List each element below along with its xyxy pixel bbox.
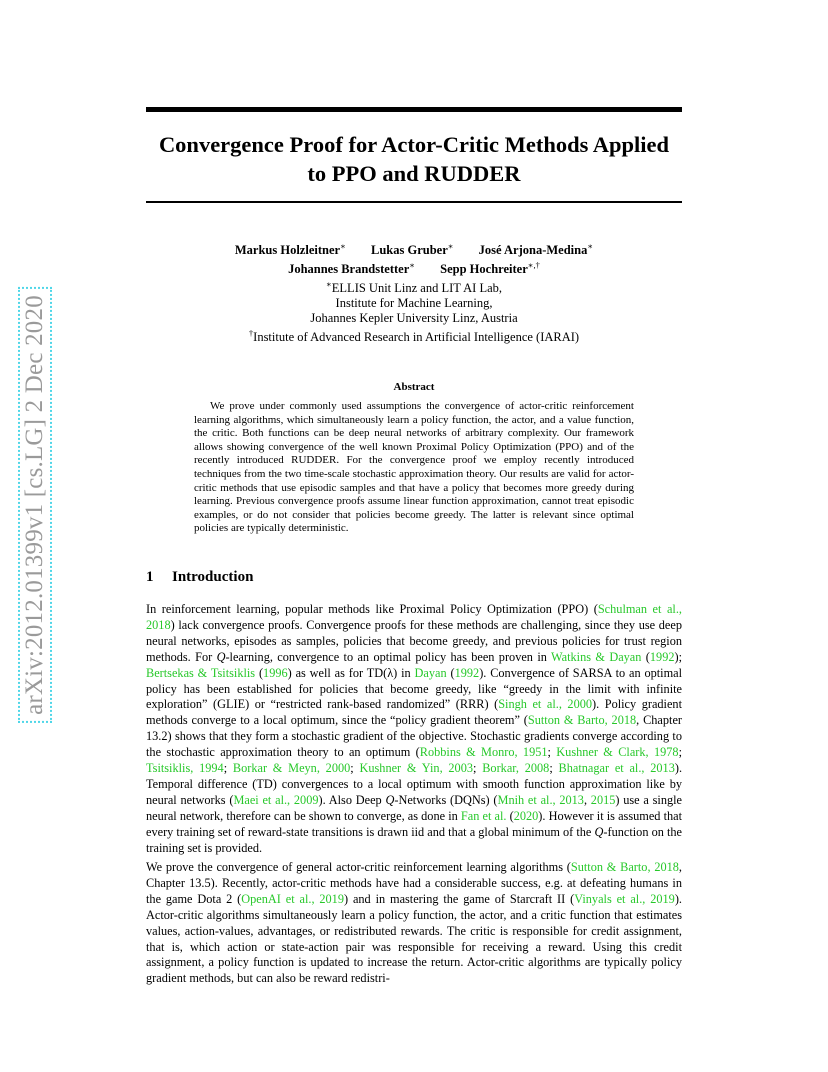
citation-link[interactable]: Sutton & Barto, 2018: [570, 860, 679, 874]
affiliation-mark: †: [248, 328, 254, 338]
author-name: Markus Holzleitner: [234, 243, 341, 257]
section-title: Introduction: [172, 569, 254, 585]
author-block: [146, 239, 682, 345]
citation-link[interactable]: Maei et al., 2009: [233, 792, 319, 807]
citation-link[interactable]: Sutton & Barto, 2018: [527, 713, 637, 728]
affiliation-line: ∗ELLIS Unit Linz and LIT AI Lab,: [326, 279, 502, 295]
citation-link[interactable]: 1992: [454, 665, 480, 680]
author-name: Sepp Hochreiter: [440, 262, 528, 276]
abstract-text: We prove under commonly used assumptions the convergence of actor-critic reinforcement learning algorithms, which simultaneously learn a policy function, the actor, and a value function, the critic. Both functions can be deep neural networks of arbitrary complexity. Our framework allows showing convergence of the well known Proximal Policy Optimization (PPO) and of the recently introduced RUDDER. For the convergence proof we employ recently introduced techniques from the two time-scale stochastic approximation theory. Our results are valid for actor-critic methods that use episodic samples and that have a policy that becomes more greedy during learning. Previous convergence proofs assume linear function approximation, cannot treat episodic examples, or do not consider that policies become greedy. The latter is relevant since optimal policies are typically deterministic.: [194, 400, 634, 535]
abstract-heading: Abstract: [393, 381, 435, 393]
author-mark: ∗: [340, 241, 346, 251]
affiliation-line: Johannes Kepler University Linz, Austria: [310, 311, 518, 325]
citation-link[interactable]: Borkar, 2008: [482, 761, 550, 776]
author-mark: ∗: [409, 260, 416, 270]
arxiv-identifier: arXiv:2012.01399v1 [cs.LG] 2 Dec 2020: [18, 287, 52, 723]
citation-link[interactable]: Fan et al.: [460, 808, 507, 823]
citation-link[interactable]: Bertsekas & Tsitsiklis: [146, 665, 256, 680]
citation-link[interactable]: Kushner & Clark, 1978: [556, 745, 679, 760]
authors-row-1: [146, 239, 682, 258]
author-name: Johannes Brandstetter: [288, 262, 410, 276]
title-bottom-rule: [146, 201, 682, 203]
citation-link[interactable]: 1992: [649, 649, 675, 664]
authors-row-2: [146, 258, 682, 277]
citation-link[interactable]: Mnih et al., 2013: [497, 792, 584, 807]
author-mark: ∗: [447, 241, 454, 251]
citation-link[interactable]: Vinyals et al., 2019: [574, 891, 675, 906]
citation-link[interactable]: 2020: [513, 808, 539, 823]
author-mark: ∗,†: [527, 260, 540, 270]
title-line-1: Convergence Proof for Actor-Critic Methods Applied: [158, 132, 670, 157]
citation-link[interactable]: Dayan: [414, 665, 447, 680]
citation-link[interactable]: 1996: [263, 665, 288, 680]
title-top-rule: [146, 107, 682, 112]
affiliation-mark: ∗: [326, 279, 332, 289]
citation-link[interactable]: Borkar & Meyn, 2000: [232, 761, 351, 776]
citation-link[interactable]: Schulman et al., 2018: [146, 602, 682, 632]
author-name: Lukas Gruber: [370, 243, 448, 257]
section-heading: [146, 569, 253, 586]
arxiv-stamp: [20, 265, 50, 745]
citation-link[interactable]: Singh et al., 2000: [498, 697, 593, 712]
author-mark: ∗: [587, 241, 594, 251]
paper-title: [146, 130, 682, 188]
section-number: 1: [146, 569, 154, 585]
math-q: Q: [216, 649, 226, 664]
citation-link[interactable]: OpenAI et al., 2019: [241, 891, 344, 906]
author-name: José Arjona-Medina: [478, 243, 588, 257]
affiliation-line: Institute for Machine Learning,: [335, 296, 493, 310]
title-line-2: to PPO and RUDDER: [307, 161, 521, 186]
citation-link[interactable]: 2015: [590, 792, 616, 807]
math-q: Q: [594, 824, 604, 839]
citation-link[interactable]: Watkins & Dayan: [551, 649, 642, 664]
citation-link[interactable]: Tsitsiklis, 1994: [146, 761, 224, 776]
citation-link[interactable]: Robbins & Monro, 1951: [419, 745, 548, 760]
intro-paragraph-2: We prove the convergence of general actor-critic reinforcement learning algorithms (Sutton & Barto, 2018, Chapter 13.5). Recently, actor-critic methods have had a considerable success, e.g. at defeating humans in the game Dota 2 (OpenAI et al., 2019) and in mastering the game of Starcraft II (Vinyals et al., 2019). Actor-critic algorithms simultaneously learn a policy function, the actor, and a critic function that estimates values, action-values, advantages, or redistributed rewards. The critic is responsible for credit assignment, that is, which action or state-action pair was responsible for receiving a reward. Using this credit assignment, a policy function is updated to increase the return. Actor-critic algorithms are typically policy gradient methods, but can also be reward redistri-: [146, 860, 682, 986]
citation-link[interactable]: Kushner & Yin, 2003: [359, 761, 474, 776]
math-q: Q: [385, 792, 395, 807]
citation-link[interactable]: Bhatnagar et al., 2013: [558, 761, 675, 776]
affiliation-line: †Institute of Advanced Research in Artificial Intelligence (IARAI): [248, 328, 580, 344]
intro-paragraph-1: In reinforcement learning, popular methods like Proximal Policy Optimization (PPO) (Schulman et al., 2018) lack convergence proofs. Convergence proofs for these methods are challenging, since they use deep neural networks, episodes as samples, policies that become greedy, and previous policies for trust region methods. For Q-learning, convergence to an optimal policy has been proven in Watkins & Dayan (1992); Bertsekas & Tsitsiklis (1996) as well as for TD(λ) in Dayan (1992). Convergence of SARSA to an optimal policy has been established for policies that become greedy, like “greedy in the limit with infinite exploration” (GLIE) or “restricted rank-based randomized” (RRR) (Singh et al., 2000). Policy gradient methods converge to a local optimum, since the “policy gradient theorem” (Sutton & Barto, 2018, Chapter 13.2) shows that they form a stochastic gradient of the objective. Stochastic gradients converge according to the stochastic approximation theory to an optimum (Robbins & Monro, 1951; Kushner & Clark, 1978; Tsitsiklis, 1994; Borkar & Meyn, 2000; Kushner & Yin, 2003; Borkar, 2008; Bhatnagar et al., 2013). Temporal difference (TD) convergences to a local optimum with smooth function approximation like by neural networks (Maei et al., 2009). Also Deep Q-Networks (DQNs) (Mnih et al., 2013, 2015) use a single neural network, therefore can be shown to converge, as done in Fan et al. (2020). However it is assumed that every training set of reward-state transitions is drawn iid and that a global minimum of the Q-function on the training set is provided.: [146, 602, 683, 855]
